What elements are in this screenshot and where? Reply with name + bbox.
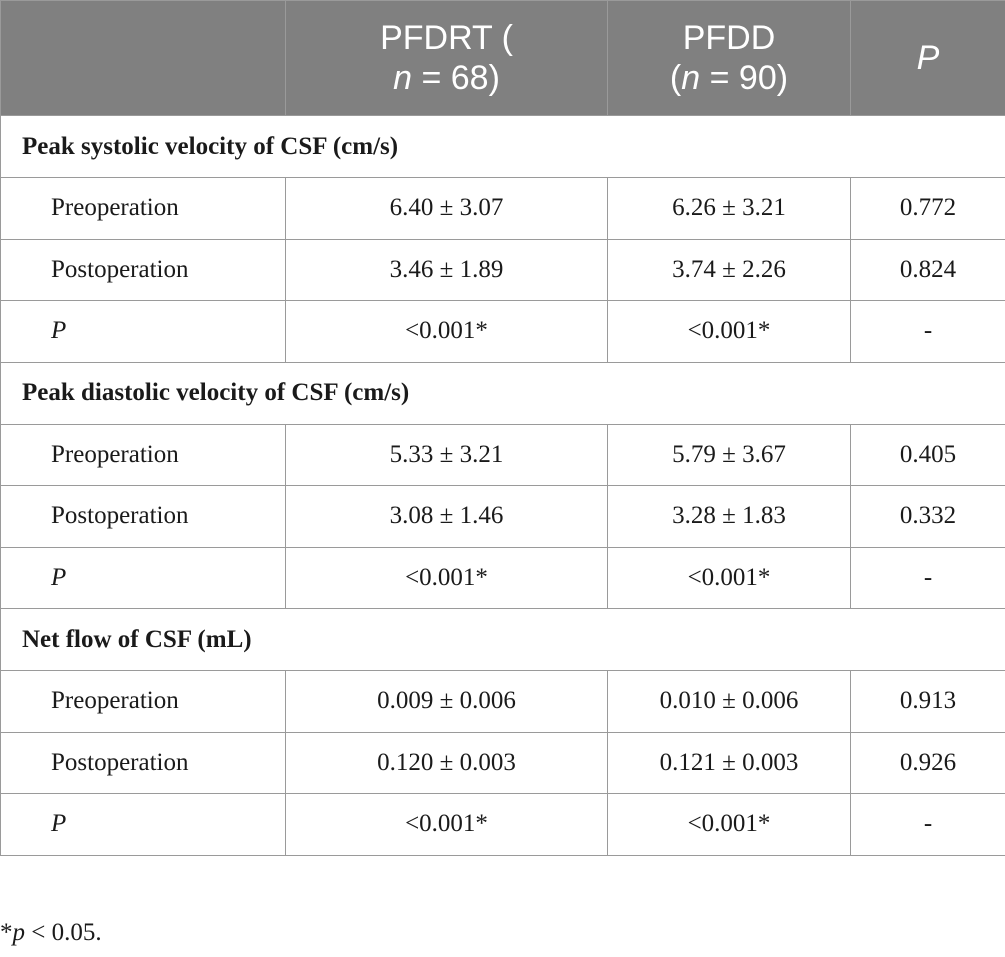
row-label: Postoperation: [1, 239, 286, 301]
cell-pfdrt: 6.40 ± 3.07: [286, 178, 608, 240]
header-pfdd-line1: PFDD: [682, 19, 776, 57]
cell-p: 0.772: [851, 178, 1005, 240]
cell-pfdrt: 0.120 ± 0.003: [286, 732, 608, 794]
header-row: [1, 1, 1005, 116]
table-row: [1, 424, 1005, 486]
cell-pfdd: <0.001*: [608, 301, 851, 363]
header-empty-cell: [1, 1, 286, 116]
footnote: [0, 918, 102, 948]
section-row: [1, 609, 1005, 671]
header-pfdd-count: = 90): [700, 59, 789, 97]
cell-pfdrt: <0.001*: [286, 301, 608, 363]
section-row: [1, 362, 1005, 424]
cell-p: -: [851, 301, 1005, 363]
cell-p: 0.926: [851, 732, 1005, 794]
row-label: Preoperation: [1, 424, 286, 486]
header-pfdd: [608, 1, 851, 116]
table-row: [1, 671, 1005, 733]
cell-p: 0.405: [851, 424, 1005, 486]
header-pfdd-line2: [608, 58, 850, 98]
row-label: P: [1, 794, 286, 856]
section-title: Peak diastolic velocity of CSF (cm/s): [1, 362, 1005, 424]
cell-p: -: [851, 547, 1005, 609]
header-pfdrt-count: = 68): [412, 59, 500, 97]
cell-pfdd: 5.79 ± 3.67: [608, 424, 851, 486]
header-pfdrt-n: n: [393, 59, 413, 97]
row-label: Postoperation: [1, 486, 286, 548]
table-row: [1, 301, 1005, 363]
section-title: Peak systolic velocity of CSF (cm/s): [1, 116, 1005, 178]
footnote-star: *: [0, 919, 13, 946]
row-label: Postoperation: [1, 732, 286, 794]
cell-pfdrt: <0.001*: [286, 547, 608, 609]
cell-pfdrt: 3.08 ± 1.46: [286, 486, 608, 548]
cell-p: 0.824: [851, 239, 1005, 301]
table-row: [1, 178, 1005, 240]
table-row: [1, 732, 1005, 794]
cell-pfdrt: 0.009 ± 0.006: [286, 671, 608, 733]
row-label: P: [1, 547, 286, 609]
table-row: [1, 486, 1005, 548]
header-pfdrt-line2: [286, 58, 607, 98]
cell-pfdd: 3.28 ± 1.83: [608, 486, 851, 548]
table-row: [1, 547, 1005, 609]
row-label: Preoperation: [1, 671, 286, 733]
row-label: P: [1, 301, 286, 363]
cell-p: -: [851, 794, 1005, 856]
cell-p: 0.913: [851, 671, 1005, 733]
cell-pfdd: 0.121 ± 0.003: [608, 732, 851, 794]
section-row: [1, 116, 1005, 178]
cell-pfdrt: 3.46 ± 1.89: [286, 239, 608, 301]
cell-pfdd: 3.74 ± 2.26: [608, 239, 851, 301]
footnote-text: < 0.05.: [25, 919, 102, 946]
table-row: [1, 239, 1005, 301]
footnote-var: p: [12, 919, 25, 946]
cell-pfdd: 6.26 ± 3.21: [608, 178, 851, 240]
header-p-value: [851, 1, 1005, 116]
header-pfdd-n: n: [681, 59, 701, 97]
header-pfdrt-line1: PFDRT (: [380, 19, 513, 57]
header-pfdrt: [286, 1, 608, 116]
row-label: Preoperation: [1, 178, 286, 240]
header-p-label: P: [916, 39, 940, 77]
cell-pfdd: <0.001*: [608, 794, 851, 856]
cell-pfdrt: <0.001*: [286, 794, 608, 856]
header-pfdd-paren: (: [669, 59, 682, 97]
section-title: Net flow of CSF (mL): [1, 609, 1005, 671]
cell-pfdrt: 5.33 ± 3.21: [286, 424, 608, 486]
cell-p: 0.332: [851, 486, 1005, 548]
cell-pfdd: 0.010 ± 0.006: [608, 671, 851, 733]
cell-pfdd: <0.001*: [608, 547, 851, 609]
table-row: [1, 794, 1005, 856]
